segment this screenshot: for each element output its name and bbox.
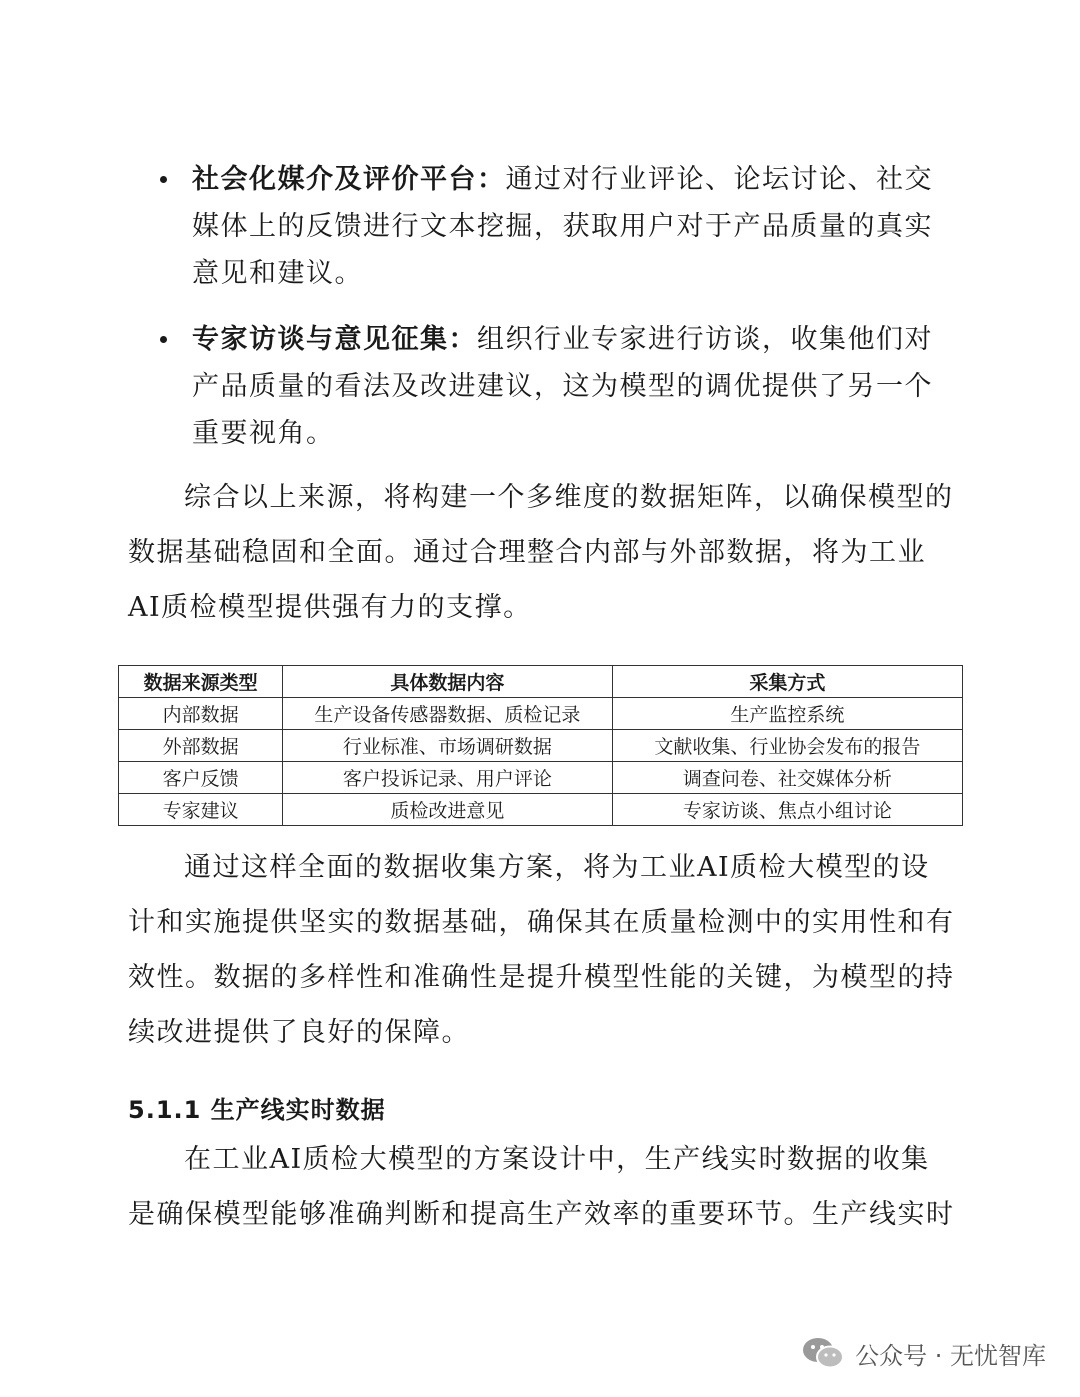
table-cell: 外部数据	[119, 730, 283, 762]
table-cell: 客户投诉记录、用户评论	[283, 762, 612, 794]
watermark	[801, 1335, 1046, 1371]
table-row	[119, 698, 963, 730]
section-heading: 5.1.1 生产线实时数据	[128, 1096, 386, 1124]
paragraph-data-collection: 通过这样全面的数据收集方案，将为工业AI质检大模型的设计和实施提供坚实的数据基础，确保其在质量检测中的实用性和有效性。数据的多样性和准确性是提升模型性能的关键，为模型的持续改进提供了良好的保障。	[128, 852, 955, 1048]
bullet-item-social-media	[160, 156, 960, 297]
table-cell: 生产监控系统	[612, 698, 962, 730]
bullet-head: 社会化媒介及评价平台：	[192, 164, 506, 195]
table-header-cell: 数据来源类型	[119, 666, 283, 698]
table-header-cell: 采集方式	[612, 666, 962, 698]
table-cell: 行业标准、市场调研数据	[283, 730, 612, 762]
paragraph-summary: 综合以上来源，将构建一个多维度的数据矩阵，以确保模型的数据基础稳固和全面。通过合理整合内部与外部数据，将为工业AI质检模型提供强有力的支撑。	[128, 482, 954, 623]
table-cell: 专家访谈、焦点小组讨论	[612, 794, 962, 826]
table-header-cell: 具体数据内容	[283, 666, 612, 698]
table-cell: 质检改进意见	[283, 794, 612, 826]
table-cell: 文献收集、行业协会发布的报告	[612, 730, 962, 762]
bullet-head: 专家访谈与意见征集：	[192, 324, 477, 355]
wechat-icon	[801, 1335, 845, 1371]
table-row	[119, 762, 963, 794]
watermark-text: 公众号 · 无忧智库	[855, 1341, 1046, 1370]
bullet-dot	[160, 336, 167, 343]
bullet-dot	[160, 176, 167, 183]
paragraph-production-line: 在工业AI质检大模型的方案设计中，生产线实时数据的收集是确保模型能够准确判断和提高生产效率的重要环节。生产线实时	[128, 1144, 955, 1230]
table-cell: 客户反馈	[119, 762, 283, 794]
table-cell: 内部数据	[119, 698, 283, 730]
table-row	[119, 794, 963, 826]
bullet-text	[192, 316, 960, 457]
bullet-body: 组织行业专家进行访谈，收集他们对产品质量的看法及改进建议，这为模型的调优提供了另一个重要视角。	[192, 324, 933, 449]
bullet-item-expert-interview	[160, 316, 960, 457]
bullet-body: 通过对行业评论、论坛讨论、社交媒体上的反馈进行文本挖掘，获取用户对于产品质量的真实意见和建议。	[192, 164, 933, 289]
data-source-table	[118, 665, 963, 826]
table-row	[119, 730, 963, 762]
table-cell: 生产设备传感器数据、质检记录	[283, 698, 612, 730]
table-cell: 专家建议	[119, 794, 283, 826]
bullet-text	[192, 156, 960, 297]
table-cell: 调查问卷、社交媒体分析	[612, 762, 962, 794]
table-header-row	[119, 666, 963, 698]
